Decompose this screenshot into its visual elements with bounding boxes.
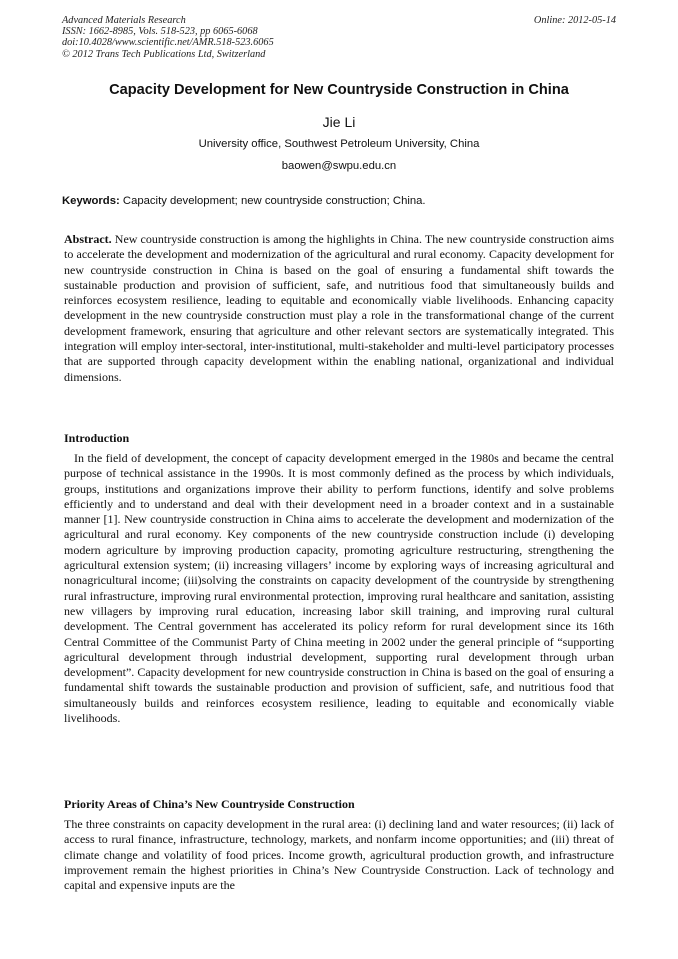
online-date: Online: 2012-05-14	[533, 15, 616, 26]
issn-line: ISSN: 1662-8985, Vols. 518-523, pp 6065-6068	[62, 26, 258, 38]
author-email: baowen@swpu.edu.cn	[281, 160, 397, 172]
author-affiliation: University office, Southwest Petroleum University, China	[198, 138, 480, 150]
abstract-label: Abstract.	[64, 232, 112, 246]
author-name: Jie Li	[322, 114, 356, 130]
keywords	[62, 195, 426, 207]
doi-line: doi:10.4028/www.scientific.net/AMR.518-523.6065	[62, 37, 274, 49]
journal-header	[62, 15, 274, 60]
keywords-text: Capacity development; new countryside construction; China.	[119, 195, 426, 207]
priority-areas-heading: Priority Areas of China’s New Countryside Construction	[64, 797, 355, 811]
journal-name: Advanced Materials Research	[62, 15, 186, 26]
introduction-heading: Introduction	[64, 431, 130, 445]
introduction-paragraph: In the field of development, the concept of capacity development emerged in the 1980s and became the central purpose of technical assistance in the 1990s. It is most commonly defined as the process by which individuals, groups, institutions and organizations improve their ability to perform functions, identify and solve problems efficiently and to understand and deal with their development need in a broader context and in a sustainable manner [1]. New countryside construction in China aims to accelerate the development and modernization of the agricultural and rural economy. Key components of the new countryside construction include (i) developing modern agriculture by improving production capacity, promoting agriculture restructuring, strengthening the agricultural extension system; (ii) increasing villagers’ income by exploring ways of increasing agricultural and nonagricultural income; (iii)solving the constraints on capacity development of the countryside by strengthening rural infrastructure, improving rural environmental protection, improving rural healthcare and sanitation, assisting new villagers by improving rural education, increasing labor skill training, and improving rural cultural development. The Central government has accelerated its policy reform for rural development since its 16th Central Committee of the Communist Party of China meeting in 2002 under the general principle of “supporting agricultural development through industrial development, supporting rural development through urban development”. Capacity development for new countryside construction in China is based on the goal of ensuring a fundamental shift towards the sustainable production and provision of sufficient, safe, and nutritious food that simultaneously builds and reinforces ecosystem resilience, leading to equitable and economically viable livelihoods.	[64, 451, 614, 726]
abstract-text: New countryside construction is among the highlights in China. The new countryside construction aims to accelerate the development and modernization of the agricultural and rural economy. Capacity development for new countryside construction in China is based on the goal of ensuring a fundamental shift towards the sustainable production and provision of sufficient, safe, and nutritious food that simultaneously builds and reinforces ecosystem resilience, leading to equitable and economically viable livelihoods. Enhancing capacity development in the new countryside construction must play a role in the transformational change of the current development framework, ensuring that agriculture and other relevant sectors are systematically integrated. This integration will employ inter-sectoral, inter-institutional, multi-stakeholder and multi-level participatory processes that are supported through capacity development within the enabling national, organizational and individual dimensions.	[64, 232, 614, 384]
priority-areas-paragraph: The three constraints on capacity development in the rural area: (i) declining land and water resources; (ii) lack of access to rural finance, infrastructure, technology, markets, and nonfarm income opportunities; and (iii) threat of climate change and volatility of food prices. Income growth, agricultural production growth, and infrastructure improvement remain the highest priorities in China’s New Countryside Construction. Lack of technology and capital and expensive inputs are the	[64, 817, 614, 893]
paper-title: Capacity Development for New Countryside Construction in China	[109, 82, 569, 98]
copyright-line: © 2012 Trans Tech Publications Ltd, Switzerland	[62, 48, 266, 60]
keywords-label: Keywords:	[62, 195, 120, 207]
abstract-paragraph	[64, 232, 614, 385]
